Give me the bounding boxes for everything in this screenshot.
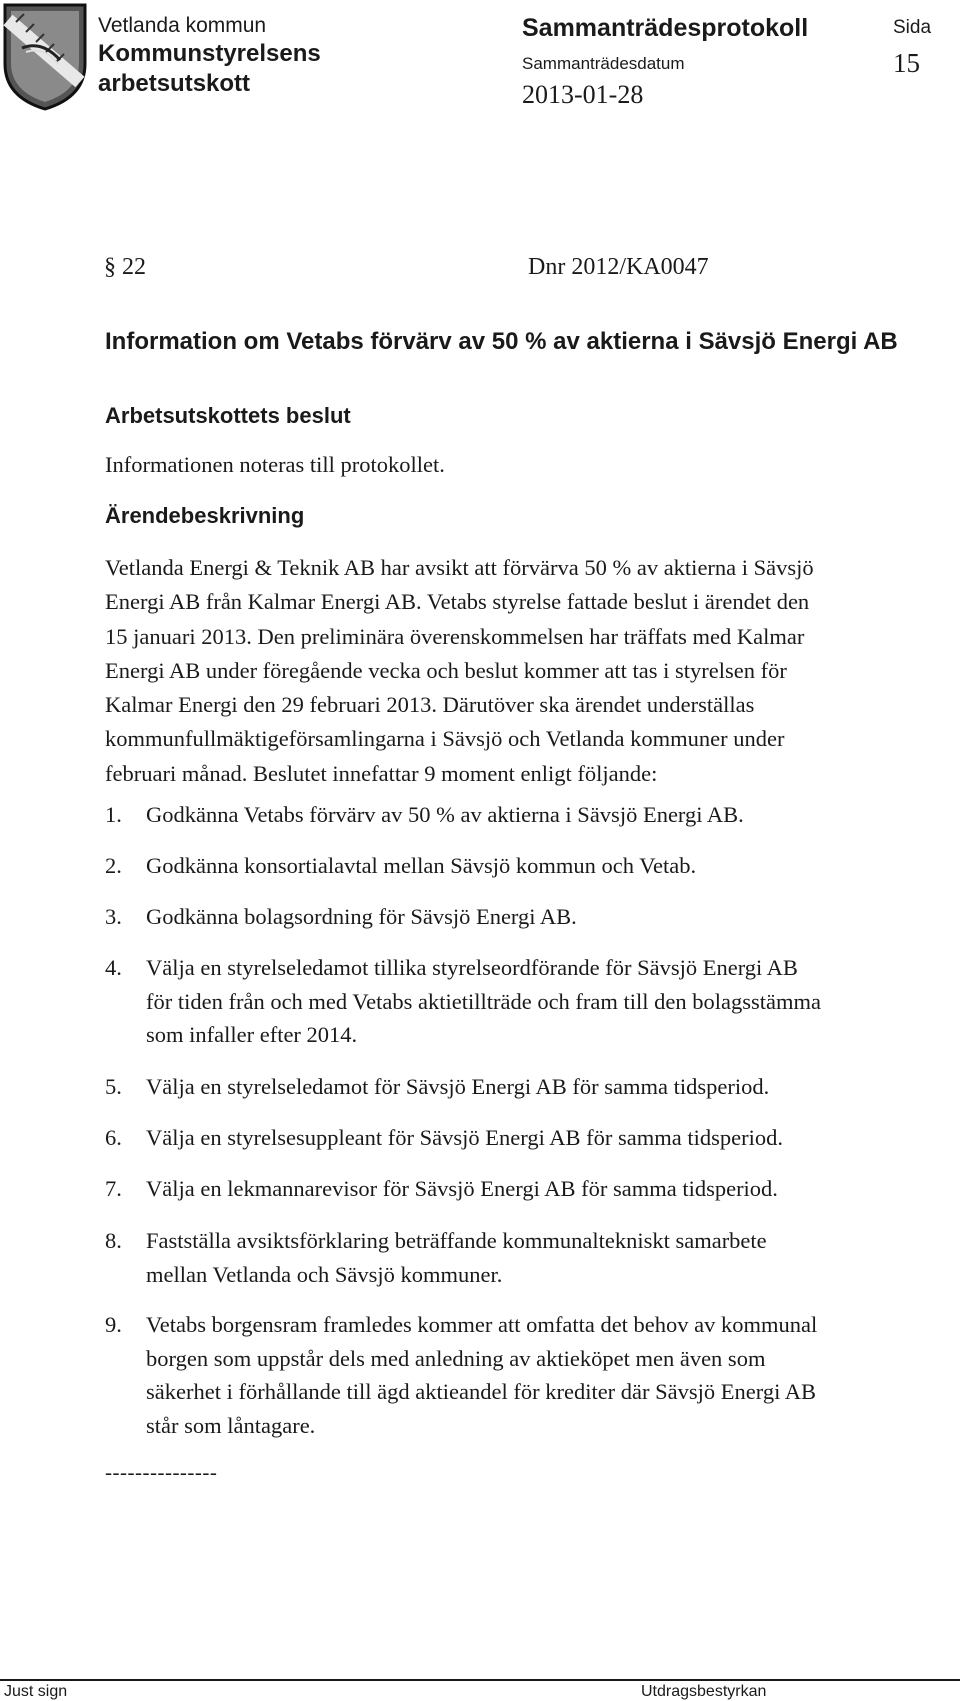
description-line: Kalmar Energi den 29 februari 2013. Därutöver ska ärendet underställas <box>105 692 755 718</box>
list-item-number: 2. <box>105 853 122 878</box>
description-body <box>105 551 950 791</box>
description-line: kommunfullmäktigeförsamlingarna i Sävsjö och Vetlanda kommuner under <box>105 726 785 752</box>
section-title: Information om Vetabs förvärv av 50 % av aktierna i Sävsjö Energi AB <box>105 328 898 355</box>
extract-certification-label: Utdragsbestyrkan <box>641 1683 767 1700</box>
description-heading: Ärendebeskrivning <box>105 503 305 528</box>
document-type: Sammanträdesprotokoll <box>522 14 809 42</box>
list-item-text: borgen som uppstår dels med anledning av aktieköpet men även som <box>146 1345 766 1371</box>
list-item-text: Godkänna konsortialavtal mellan Sävsjö kommun och Vetab. <box>146 853 697 878</box>
description-line: 15 januari 2013. Den preliminära överenskommelsen har träffats med Kalmar <box>105 623 805 649</box>
list-item-number: 5. <box>105 1074 122 1099</box>
list-item-text: Godkänna Vetabs förvärv av 50 % av aktierna i Sävsjö Energi AB. <box>146 802 744 827</box>
list-item-number: 4. <box>105 955 122 980</box>
description-line: februari månad. Beslutet innefattar 9 moment enligt följande: <box>105 760 658 786</box>
list-item-number: 9. <box>105 1312 122 1337</box>
list-item-text: Välja en styrelsesuppleant för Sävsjö Energi AB för samma tidsperiod. <box>146 1125 783 1150</box>
municipality-name: Vetlanda kommun <box>98 14 267 37</box>
list-item-number: 3. <box>105 904 122 929</box>
list-item-number: 7. <box>105 1176 122 1201</box>
description-line: Energi AB från Kalmar Energi AB. Vetabs styrelse fattade beslut i ärendet den <box>105 589 810 615</box>
description-line: Energi AB under föregående vecka och beslut kommer att tas i styrelsen för <box>105 657 787 683</box>
meeting-date: 2013-01-28 <box>522 80 644 109</box>
page-number: 15 <box>893 48 920 78</box>
description-line: Vetlanda Energi & Teknik AB har avsikt att förvärva 50 % av aktierna i Sävsjö <box>105 555 814 580</box>
list-item-text: Välja en lekmannarevisor för Sävsjö Energi AB för samma tidsperiod. <box>146 1176 778 1201</box>
municipal-coat-of-arms-icon <box>2 2 88 112</box>
decision-heading: Arbetsutskottets beslut <box>105 403 351 428</box>
list-item-text: Vetabs borgensram framledes kommer att omfatta det behov av kommunal <box>146 1312 818 1337</box>
meeting-date-label: Sammanträdesdatum <box>522 54 685 73</box>
list-item-number: 8. <box>105 1228 122 1253</box>
list-item-text: Godkänna bolagsordning för Sävsjö Energi AB. <box>146 904 577 929</box>
footer-divider <box>0 1679 960 1681</box>
section-end-marker: --------------- <box>105 1460 218 1484</box>
list-item-text: säkerhet i förhållande till ägd aktieandel för krediter där Sävsjö Energi AB <box>146 1379 816 1404</box>
list-item-text: Välja en styrelseledamot för Sävsjö Energi AB för samma tidsperiod. <box>146 1074 770 1099</box>
list-item-text: mellan Vetlanda och Sävsjö kommuner. <box>146 1261 503 1287</box>
decision-text: Informationen noteras till protokollet. <box>105 452 445 477</box>
case-number: Dnr 2012/KA0047 <box>528 254 709 280</box>
page-label: Sida <box>893 17 932 38</box>
list-item-number: 1. <box>105 802 122 827</box>
signature-label: Just sign <box>4 1683 68 1700</box>
list-item-text: Fastställa avsiktsförklaring beträffande kommunaltekniskt samarbete <box>146 1228 767 1253</box>
organization-name-line2: arbetsutskott <box>98 70 251 97</box>
paragraph-number: § 22 <box>104 254 146 280</box>
list-item-number: 6. <box>105 1125 122 1150</box>
list-item-text: står som låntagare. <box>146 1412 316 1438</box>
list-item-text: för tiden från och med Vetabs aktietillträde och fram till den bolagsstämma <box>146 988 821 1014</box>
list-item-text: som infaller efter 2014. <box>146 1022 358 1047</box>
organization-name: Kommunstyrelsens <box>98 40 321 67</box>
list-item-text: Välja en styrelseledamot tillika styrelseordförande för Sävsjö Energi AB <box>146 955 798 980</box>
